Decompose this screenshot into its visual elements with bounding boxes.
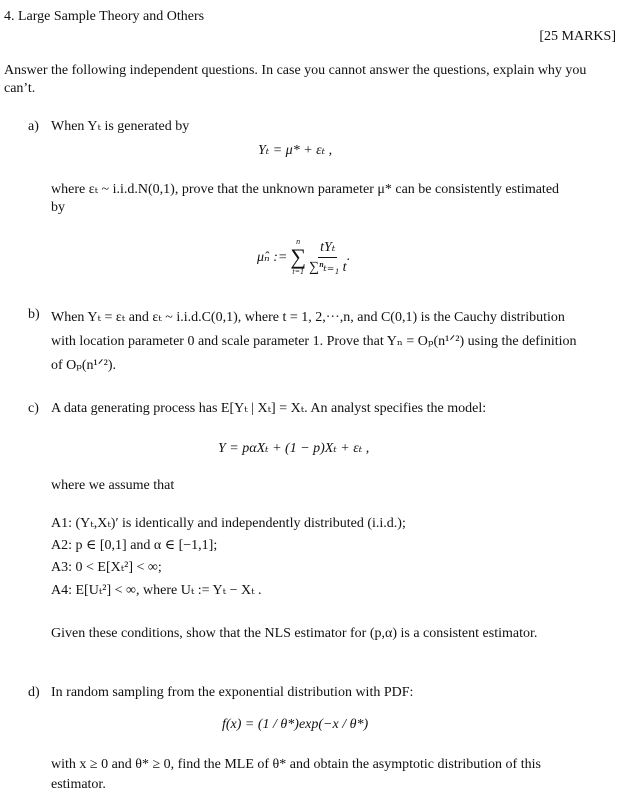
question-d-text1: In random sampling from the exponential distribution with PDF: — [51, 685, 414, 700]
summation-symbol: n ∑ t=1 — [290, 237, 306, 276]
marks-label: [25 MARKS] — [539, 29, 616, 44]
question-a-text1: When Yₜ is generated by — [51, 119, 190, 134]
sum-lower-limit: t=1 — [292, 267, 304, 276]
question-d-label: d) — [28, 685, 40, 700]
question-c-text1: A data generating process has E[Yₜ | Xₜ] = Xₜ. An analyst specifies the model: — [51, 401, 487, 416]
question-b-label: b) — [28, 307, 40, 322]
assumption-a1: A1: (Yₜ,Xₜ)′ is identically and independently distributed (i.i.d.); — [51, 516, 406, 531]
question-c-label: c) — [28, 401, 39, 416]
question-a-equation2 — [257, 238, 350, 276]
question-a-label: a) — [28, 119, 39, 134]
question-d-text2: with x ≥ 0 and θ* ≥ 0, find the MLE of θ* and obtain the asymptotic distribution of this estimator. — [51, 757, 541, 792]
question-c-equation: Y = pαXₜ + (1 − p)Xₜ + εₜ , — [218, 441, 370, 456]
question-a-equation1: Yₜ = μ* + εₜ , — [258, 143, 333, 158]
question-a-text2: where εₜ ~ i.i.d.N(0,1), prove that the unknown parameter μ* can be consistently estimated by — [51, 182, 560, 215]
question-c-text3: Given these conditions, show that the NLS estimator for (p,α) is a consistent estimator. — [51, 626, 538, 641]
equation-period: . — [346, 249, 350, 264]
intro-text: Answer the following independent questions. In case you cannot answer the questions, explain why you can’t. — [4, 63, 587, 96]
assumption-a4: A4: E[Uₜ²] < ∞, where Uₜ := Yₜ − Xₜ . — [51, 583, 262, 598]
section-title: 4. Large Sample Theory and Others — [4, 9, 205, 24]
estimator-fraction — [309, 239, 347, 276]
question-d-equation: f(x) = (1 / θ*)exp(−x / θ*) — [222, 717, 369, 732]
assumption-a3: A3: 0 < E[Xₜ²] < ∞; — [51, 560, 162, 575]
assumption-a2: A2: p ∈ [0,1] and α ∈ [−1,1]; — [51, 538, 218, 553]
question-b-text: When Yₜ = εₜ and εₜ ~ i.i.d.C(0,1), where t = 1, 2,···,n, and C(0,1) is the Cauchy distribution with location parameter 0 and scale parameter 1. Prove that Yₙ = Oₚ(n¹ᐟ²) using the definition of Oₚ(n¹ᐟ²). — [51, 310, 577, 373]
sum-upper-limit: n — [296, 237, 301, 246]
fraction-denominator: ∑ⁿₜ₌₁ t — [309, 259, 347, 275]
fraction-numerator: tYₜ — [318, 239, 337, 258]
question-c-text2: where we assume that — [51, 478, 175, 493]
estimator-lhs: μ̂ₙ := — [257, 249, 288, 265]
